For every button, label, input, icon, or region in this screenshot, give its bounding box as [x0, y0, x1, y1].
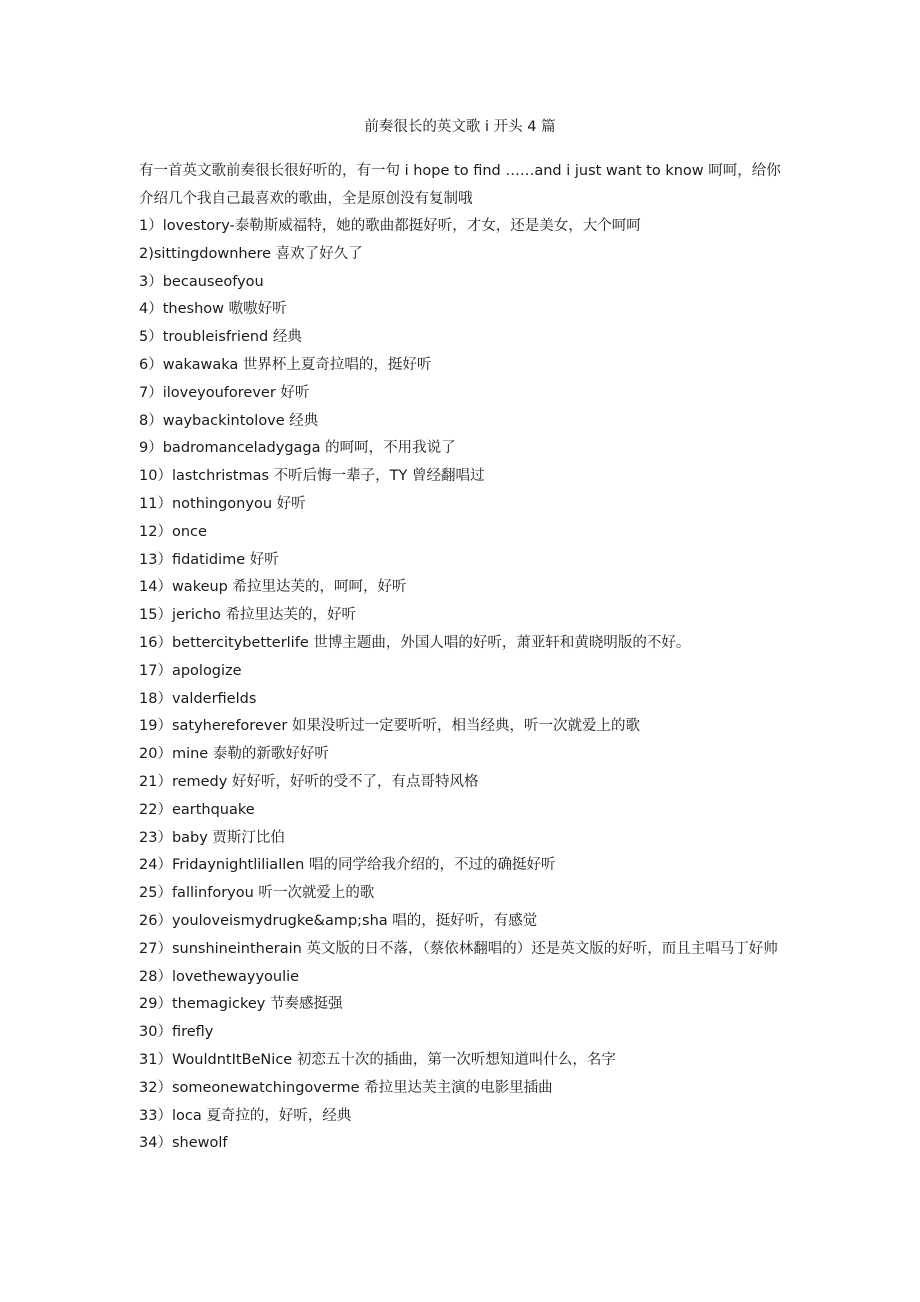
document-title: 前奏很长的英文歌 i 开头 4 篇 — [364, 119, 556, 135]
list-item: 7）iloveyouforever 好听 — [139, 384, 310, 401]
list-item: 31）WouldntItBeNice 初恋五十次的插曲，第一次听想知道叫什么，名字 — [139, 1051, 616, 1068]
list-item: 24）Fridaynightliliallen 唱的同学给我介绍的，不过的确挺好听 — [139, 857, 556, 874]
list-item: 25）fallinforyou 听一次就爱上的歌 — [139, 885, 375, 902]
list-item: 14）wakeup 希拉里达芙的，呵呵，好听 — [139, 579, 407, 596]
list-item: 4）theshow 嗷嗷好听 — [139, 301, 287, 318]
list-item: 12）once — [139, 523, 207, 540]
list-item: 23）baby 贾斯汀比伯 — [139, 829, 285, 846]
list-item: 34）shewolf — [139, 1135, 228, 1152]
list-item: 13）fidatidime 好听 — [139, 551, 279, 568]
list-item: 32）someonewatchingoverme 希拉里达芙主演的电影里插曲 — [139, 1079, 553, 1096]
list-item: 3）becauseofyou — [139, 273, 264, 290]
list-item: 2)sittingdownhere 喜欢了好久了 — [139, 245, 363, 262]
intro-paragraph: 有一首英文歌前奏很长很好听的，有一句 i hope to find ……and i just want to know 呵呵，给你介绍几个我自己最喜欢的歌曲，全是原创没有复制哦 — [139, 163, 781, 207]
list-item: 11）nothingonyou 好听 — [139, 495, 306, 512]
list-item: 26）youloveismydrugke&amp;sha 唱的，挺好听，有感觉 — [139, 912, 538, 929]
list-item: 19）satyhereforever 如果没听过一定要听听，相当经典，听一次就爱上的歌 — [139, 718, 640, 735]
list-item: 18）valderfields — [139, 690, 257, 707]
list-item: 1）lovestory-泰勒斯威福特，她的歌曲都挺好听，才女，还是美女，大个呵呵 — [139, 218, 641, 234]
list-item: 29）themagickey 节奏感挺强 — [139, 996, 343, 1013]
list-item: 21）remedy 好好听，好听的受不了，有点哥特风格 — [139, 773, 479, 790]
list-item: 15）jericho 希拉里达芙的，好听 — [139, 607, 357, 624]
list-item: 20）mine 泰勒的新歌好好听 — [139, 746, 329, 763]
list-item: 16）bettercitybetterlife 世博主题曲，外国人唱的好听，萧亚轩和黄晓明版的不好。 — [139, 634, 691, 651]
list-item: 9）badromanceladygaga 的呵呵，不用我说了 — [139, 440, 456, 457]
list-item: 27）sunshineintherain 英文版的日不落，（蔡依林翻唱的）还是英文版的好听，而且主唱马丁好帅 — [139, 940, 778, 957]
list-item: 28）lovethewayyoulie — [139, 968, 300, 985]
list-item: 10）lastchristmas 不听后悔一辈子，TY 曾经翻唱过 — [139, 468, 485, 485]
list-item: 6）wakawaka 世界杯上夏奇拉唱的，挺好听 — [139, 356, 432, 373]
list-item: 33）loca 夏奇拉的，好听，经典 — [139, 1107, 352, 1124]
list-item: 8）waybackintolove 经典 — [139, 412, 319, 429]
song-list — [139, 213, 789, 1158]
list-item: 5）troubleisfriend 经典 — [139, 329, 302, 346]
list-item: 22）earthquake — [139, 801, 255, 818]
list-item: 17）apologize — [139, 662, 242, 679]
list-item: 30）firefly — [139, 1024, 214, 1041]
